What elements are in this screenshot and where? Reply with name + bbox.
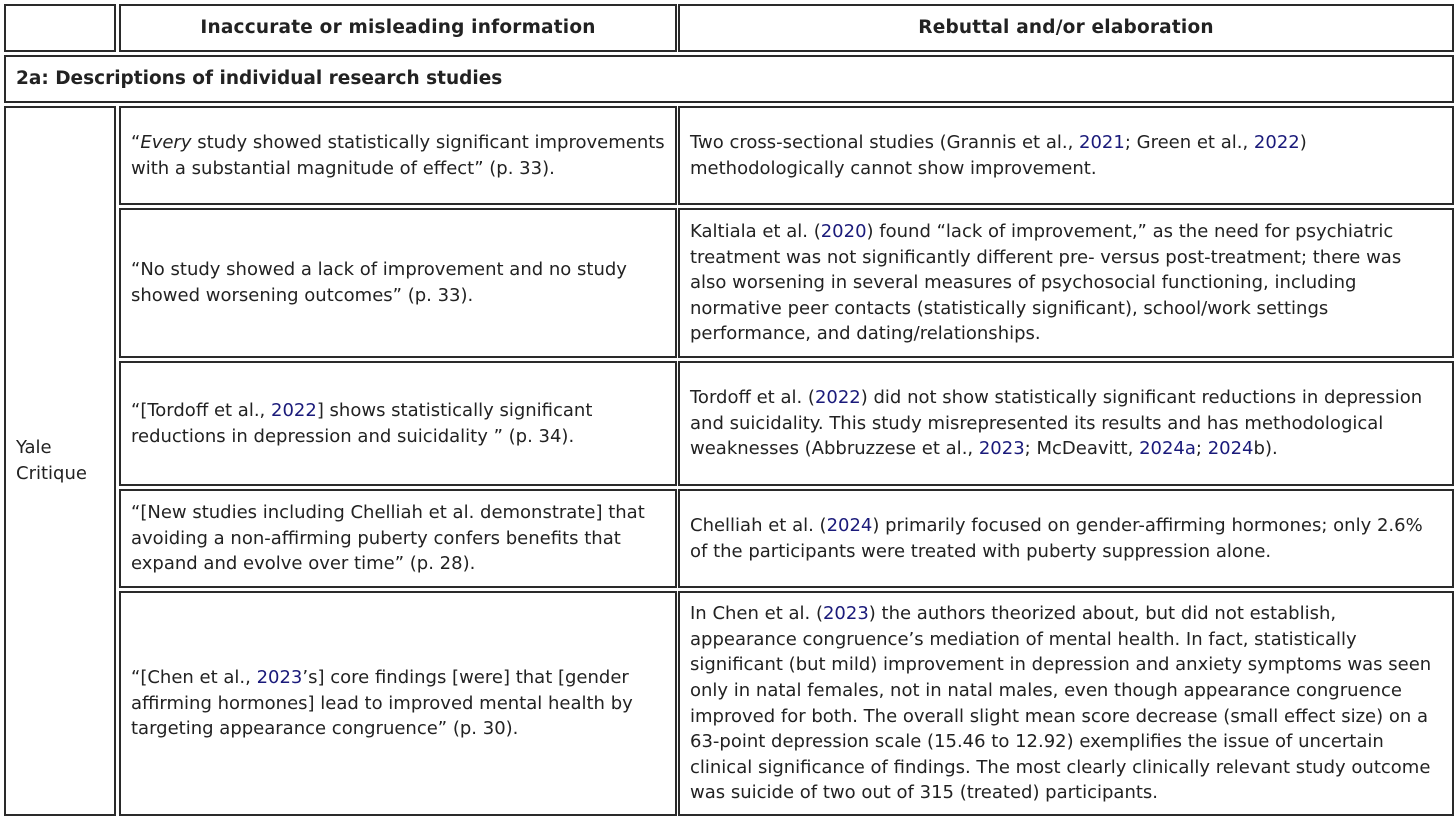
claim-text-2: “No study showed a lack of improvement and no study showed worsening outcomes” (p. 33). [131, 259, 627, 306]
citation-link[interactable]: 2023 [256, 667, 303, 689]
rebuttal-cell-5 [678, 591, 1454, 816]
citation-link[interactable]: 2022 [271, 399, 317, 421]
claim-cell-4 [119, 489, 677, 588]
citation-link[interactable]: 2024a [1139, 438, 1196, 460]
claim-text-3: “[Tordoff et al., 2022] shows statistically significant reductions in depression and suicidality ” (p. 34). [131, 399, 593, 447]
section-title: 2a: Descriptions of individual research studies [16, 68, 503, 90]
claim-cell-3 [119, 361, 677, 486]
rebuttal-cell-1 [678, 106, 1454, 205]
citation-link[interactable]: 2023 [822, 603, 869, 625]
claim-cell-1 [119, 106, 677, 205]
header-rebuttal-label: Rebuttal and/or elaboration [918, 17, 1214, 39]
rebuttal-cell-2 [678, 208, 1454, 358]
group-label-line2: Critique [16, 463, 87, 484]
citation-link[interactable]: 2021 [1079, 131, 1125, 153]
claim-text-1: “Every study showed statistically significant improvements with a substantial magnitude of effect” (p. 33). [131, 131, 665, 179]
rebuttal-text-5: In Chen et al. (2023) the authors theorized about, but did not establish, appearance congruence’s mediation of mental health. In fact, statistically significant (but mild) improvement in depression and anxiety symptoms was seen only in natal females, not in natal males, even though appearance congruence improved for both. The overall slight mean score decrease (small effect size) on a 63-point depression scale (15.46 to 12.92) exemplifies the issue of uncertain clinical significance of findings. The most clearly clinically relevant study outcome was suicide of two out of 315 (treated) participants. [690, 603, 1432, 804]
citation-link[interactable]: 2024 [826, 514, 873, 536]
group-label [16, 435, 87, 486]
citation-link[interactable]: 2024 [1207, 438, 1254, 460]
group-label-line1: Yale [16, 437, 52, 459]
claim-cell-5 [119, 591, 677, 816]
citation-link[interactable]: 2020 [820, 221, 867, 243]
claim-emphasis: Every [140, 131, 192, 153]
claim-cell-2 [119, 208, 677, 358]
citation-link[interactable]: 2022 [1253, 131, 1300, 153]
rebuttal-text-2: Kaltiala et al. (2020) found “lack of improvement,” as the need for psychiatric treatment was not significantly different pre- versus post-treatment; there was also worsening in several measures of psychosocial functioning, including normative peer contacts (statistically significant), school/work settings performance, and dating/relationships. [690, 221, 1402, 345]
header-claim-label: Inaccurate or misleading information [200, 17, 596, 39]
rebuttal-text-3: Tordoff et al. (2022) did not show statistically significant reductions in depression and suicidality. This study misrepresented its results and has methodological weaknesses (Abbruzzese et al., 2023; McDeavitt, 2024a; 2024b). [690, 387, 1423, 460]
citation-link[interactable]: 2022 [814, 387, 861, 409]
section-header-row [4, 55, 1454, 103]
rebuttal-text-4: Chelliah et al. (2024) primarily focused on gender-affirming hormones; only 2.6% of the participants were treated with puberty suppression alone. [690, 514, 1423, 562]
claim-text-4: “[New studies including Chelliah et al. demonstrate] that avoiding a non-affirming puberty confers benefits that expand and evolve over time” (p. 28). [131, 502, 645, 575]
citation-link[interactable]: 2023 [978, 438, 1025, 460]
rebuttal-text-1: Two cross-sectional studies (Grannis et al., 2021; Green et al., 2022) methodologically cannot show improvement. [690, 131, 1307, 179]
claim-text-5: “[Chen et al., 2023’s] core findings [were] that [gender affirming hormones] lead to improved mental health by targeting appearance congruence” (p. 30). [131, 667, 633, 740]
header-rebuttal-column [678, 4, 1454, 52]
rebuttal-cell-4 [678, 489, 1454, 588]
header-empty-cell [4, 4, 116, 52]
header-claim-column [119, 4, 677, 52]
group-label-cell [4, 106, 116, 816]
rebuttal-cell-3 [678, 361, 1454, 486]
